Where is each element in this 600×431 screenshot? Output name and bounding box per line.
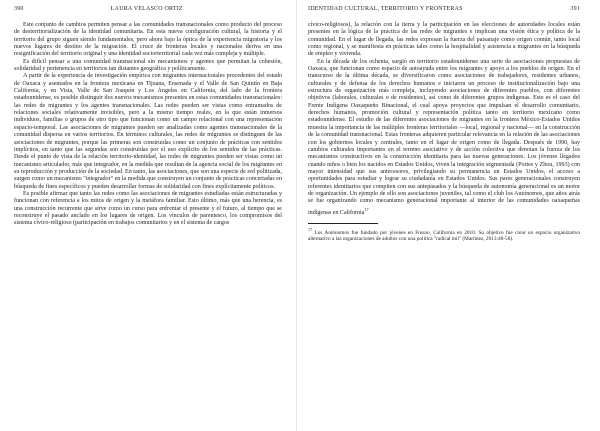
left-running-title: LAURA VELASCO ORTIZ (110, 6, 183, 12)
right-running-title: IDENTIDAD CULTURAL, TERRITORIO Y FRONTERAS (308, 6, 463, 12)
right-page-number: 391 (570, 6, 580, 12)
footnote-reference-marker: 17 (364, 206, 369, 212)
left-paragraph-1: Este conjunto de cambios permiten pensar a las comunidades transnacionales como producto del proceso de desterritorialización de la identidad comunitaria. En esta nueva configuración cultural, la historia y el territorio del grupo siguen siendo fundamentales, pero ahora bajo la óptica de la experiencia migratoria y los nuevos lugares de destino de la migración. El cruce de fronteras locales y nacionales deriva en una resignificación del territorio original y una identidad sociorterritorial cada vez más compleja y múltiple. (14, 22, 282, 58)
right-page (304, 0, 592, 431)
footnote-number: 17 (308, 226, 313, 232)
left-paragraph-2: Es difícil pensar a una comunidad transnacional sin mecanismos y agentes que permitan la cohesión, solidaridad y pertenencia en territorios tan distantes geográfica y políticamente. (14, 58, 282, 73)
left-page-number: 390 (14, 6, 24, 12)
right-paragraph-1: cívico-religiosos), la relación con la tierra y la participación en las elecciones de autoridades locales están presentes en la lógica de la práctica de las redes de migrantes e implican una visión ética y política de la comunidad. En el lugar de llegada, las redes expresan la fuerza del paisanaje como origen común, tanto local como regional, y se manifiesta en prácticas tales como la hospitalidad y asistencia a migrantes en la búsqueda de empleo y vivienda. (308, 22, 580, 58)
right-running-head (308, 6, 580, 22)
left-paragraph-4: Es posible afirmar que tanto las redes como las asociaciones de migrantes estudiadas están estructuradas y funcionan con referencia a los mitos de origen y la metáfora familiar. Esto último, más que una herencia, es una construcción recurrente que sirve como un curso para enfrentar el presente y el futuro, al tiempo que se reconstruye el pasado anclado en los lugares de origen. Los vínculos de parentesco, los compromisos del sistema cívico-religioso (participación en trabajos comunitarios y en el sistema de cargos (14, 190, 282, 227)
right-paragraph-2 (308, 59, 580, 217)
right-paragraph-2-text: En la década de los ochenta, surgió en territorio estadounidense una serie de asociaciones propuestas de Oaxaca, que funcionan como espacio de autoayuda entre los migrantes y apoyo a los pueblos de origen. En el transcurso de la última década, se diversificaron como asociaciones de trabajadores, residentes urbanos, culturales y de defensa de los derechos humanos e iniciaron un proceso de institucionalización bajo una estructura de organización más compleja, incluyendo asociaciones de diferentes pueblos, con diferentes objetivos (laborales, culturales o de residentes), así como de diferentes grupos indígenas. Este es el caso del Frente Indígena Oaxaqueño Binacional, el cual apoya proyectos que impulsan el desarrollo comunitario, derechos humanos, promoción cultural y representación política tanto en territorio mexicano como estadounidense. El estudio de las diferentes asociaciones de migrantes en la frontera México-Estados Unidos muestra la importancia de las múltiples fronteras territoriales —local, regional y nacional— en la construcción de la comunidad transnacional. Estas fronteras adquieren particular relevancia en la relación de las asociaciones con los gobiernos locales y centrales, tanto en el lugar de origen como de llegada. Después de 1990, hay cambios culturales importantes en el terreno asociativo y de acción colectiva que denotan la fuerza de los mecanismos constructivos en la construcción identitaria para las nuevas generaciones. Los jóvenes llegados cuando niños o bien los nacidos en Estados Unidos, viven la integración segmentada (Portes y Zhou, 1993) con mayor intensidad que sus antecesores, privilegiando su permanencia en Estados Unidos, el acceso a oportunidades para estudiar y lograr su ciudadanía en Estados Unidos. Sus pares generacionales construyen referentes identitarios que compiten con sus antepasados y la búsqueda de autonomía generacional es un motor de organización. Un ejemplo de ello son asociaciones juveniles, tal como el club los Autónomos, que años atrás se fue organizando como mecanismo generacional importante al interior de las comunidades oaxaqueñas indígenas en California (308, 58, 580, 216)
left-running-head (14, 6, 282, 22)
footnote-rule (308, 223, 378, 224)
left-paragraph-3: A partir de la experiencia de investigación empírica con migrantes internacionales procedentes del estado de Oaxaca y asentados en la frontera mexicana en Tijuana, Ensenada y el Valle de San Quintín en Baja California, y en Vista, Valle de San Joaquín y Los Ángeles en California, del lado de la frontera estadounidense, es posible distinguir dos nuevos mecanismos presentes en estas comunidades transnacionales: las redes de migrantes y los agentes transnacionales. Las redes pueden ser vistas como entramados de relaciones sociales relativamente invisibles, pero a la mismo tiempo reales, en la que están inmersos individuos, familias o grupos de otro tipo que funcionan como un campo relacional con una representación espacio-temporal. Las asociaciones de migrantes pueden ser analizadas como agentes transnacionales de la comunidad dispersa en varios territorios. En términos culturales, las redes de migrantes se distinguen de las asociaciones de migrantes, porque las primeras son construidas como un conjunto de prácticas con sentidos implícitos, en tanto que las segundas son construidas por el uso explícito de los sentidos de las prácticas. Desde el punto de vista de la relación territorio-identidad, las redes de migrantes pueden ser vistas como un mecanismo articulador, más que integrador, en la medida que resultan de la agencia social de los migrantes en su reproducción y producción de la sociedad. En tanto, las asociaciones, que son una especie de red politizada, surgen como un mecanismo "integrador" en la medida que construyen un conjunto de prácticas concertadas en búsqueda de fines específicos y pueden desarrollar formas de solidaridad con fines explícitamente políticos. (14, 73, 282, 190)
gutter-divider (296, 0, 297, 431)
footnote (308, 227, 580, 243)
footnote-text: Los Autónomos fue fundado por jóvenes en Fresno, California en 2010. Su objetivo fue crear un espacio organizativo alternativo a las organizaciones de adultos con una política "radical mil" (Martínez, 2013:48-58). (308, 229, 580, 243)
left-page (0, 0, 288, 431)
